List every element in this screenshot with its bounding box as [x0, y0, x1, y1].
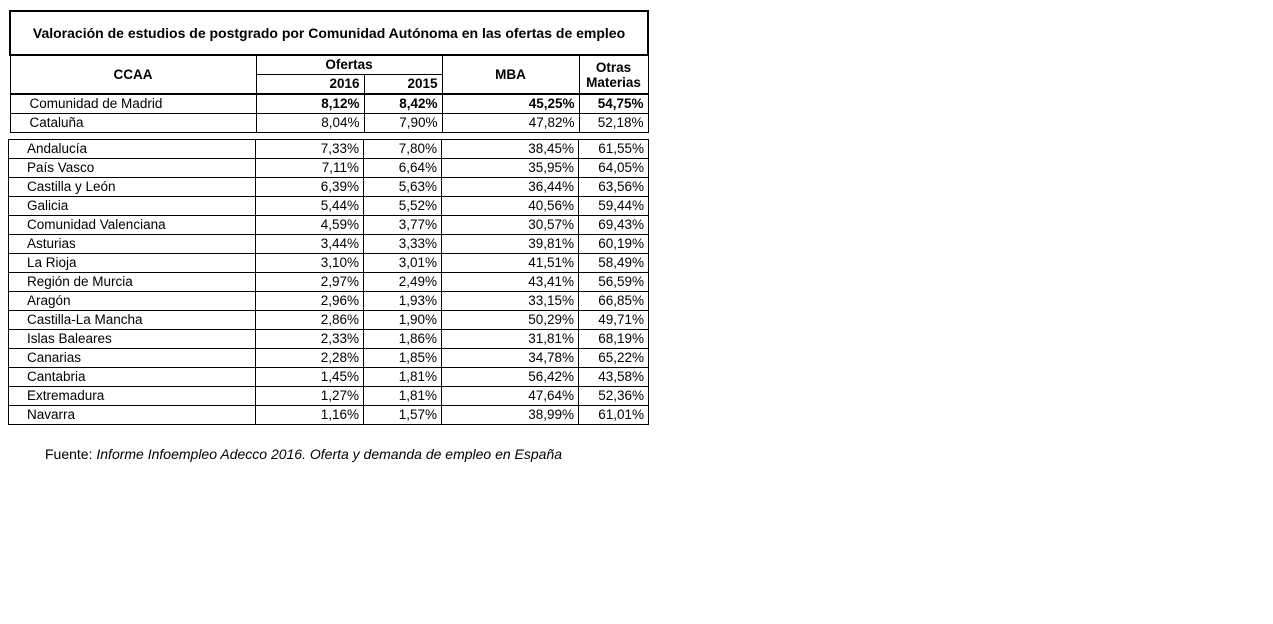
row-mba: 38,99% — [442, 406, 579, 425]
table-row — [9, 197, 649, 216]
header-otras-materias — [579, 55, 648, 94]
row-mba: 50,29% — [442, 311, 579, 330]
row-otras: 59,44% — [579, 197, 649, 216]
row-2016: 2,96% — [256, 292, 364, 311]
row-2016: 8,12% — [256, 94, 364, 114]
row-name: Andalucía — [9, 140, 256, 159]
row-mba: 36,44% — [442, 178, 579, 197]
row-mba: 34,78% — [442, 349, 579, 368]
table-row — [9, 387, 649, 406]
row-2015: 7,90% — [364, 114, 442, 133]
table-row — [9, 159, 649, 178]
row-2015: 1,81% — [364, 387, 442, 406]
row-otras: 60,19% — [579, 235, 649, 254]
row-2016: 1,45% — [256, 368, 364, 387]
row-2016: 6,39% — [256, 178, 364, 197]
table-row — [9, 311, 649, 330]
row-otras: 49,71% — [579, 311, 649, 330]
row-2015: 6,64% — [364, 159, 442, 178]
row-2015: 3,01% — [364, 254, 442, 273]
row-2016: 7,11% — [256, 159, 364, 178]
row-2015: 1,57% — [364, 406, 442, 425]
table-title: Valoración de estudios de postgrado por Comunidad Autónoma en las ofertas de empleo — [10, 11, 648, 55]
row-mba: 45,25% — [442, 94, 579, 114]
row-2015: 8,42% — [364, 94, 442, 114]
row-2016: 5,44% — [256, 197, 364, 216]
row-2015: 5,63% — [364, 178, 442, 197]
row-name: Comunidad de Madrid — [10, 94, 256, 114]
row-otras: 69,43% — [579, 216, 649, 235]
row-2015: 3,77% — [364, 216, 442, 235]
row-name: Canarias — [9, 349, 256, 368]
row-otras: 63,56% — [579, 178, 649, 197]
table-row — [9, 140, 649, 159]
header-otras-line2: Materias — [586, 74, 641, 90]
row-mba: 35,95% — [442, 159, 579, 178]
row-name: Región de Murcia — [9, 273, 256, 292]
row-otras: 66,85% — [579, 292, 649, 311]
row-mba: 40,56% — [442, 197, 579, 216]
header-ccaa: CCAA — [10, 55, 256, 94]
row-otras: 52,36% — [579, 387, 649, 406]
source-text: Informe Infoempleo Adecco 2016. Oferta y demanda de empleo en España — [96, 446, 563, 462]
header-otras-line1: Otras — [595, 59, 632, 75]
row-2016: 3,44% — [256, 235, 364, 254]
row-2015: 1,85% — [364, 349, 442, 368]
row-otras: 61,55% — [579, 140, 649, 159]
row-2016: 7,33% — [256, 140, 364, 159]
row-2015: 2,49% — [364, 273, 442, 292]
table-row — [9, 178, 649, 197]
top-table — [9, 10, 649, 133]
row-name: Cataluña — [10, 114, 256, 133]
row-2016: 1,27% — [256, 387, 364, 406]
table-row — [9, 368, 649, 387]
header-ofertas: Ofertas — [256, 55, 442, 75]
row-name: Castilla-La Mancha — [9, 311, 256, 330]
row-2016: 2,33% — [256, 330, 364, 349]
row-name: Extremadura — [9, 387, 256, 406]
table-row — [9, 406, 649, 425]
row-otras: 68,19% — [579, 330, 649, 349]
table-row — [9, 330, 649, 349]
row-mba: 33,15% — [442, 292, 579, 311]
row-name: Cantabria — [9, 368, 256, 387]
row-2015: 1,93% — [364, 292, 442, 311]
document-table-wrapper — [8, 10, 649, 425]
row-mba: 47,82% — [442, 114, 579, 133]
row-otras: 43,58% — [579, 368, 649, 387]
row-2016: 2,28% — [256, 349, 364, 368]
row-otras: 64,05% — [579, 159, 649, 178]
row-name: Islas Baleares — [9, 330, 256, 349]
row-2015: 5,52% — [364, 197, 442, 216]
table-row — [9, 349, 649, 368]
source-prefix: Fuente: — [45, 446, 97, 462]
row-mba: 56,42% — [442, 368, 579, 387]
row-name: Castilla y León — [9, 178, 256, 197]
row-2015: 7,80% — [364, 140, 442, 159]
table-row — [9, 216, 649, 235]
row-otras: 54,75% — [579, 94, 648, 114]
table-row — [9, 254, 649, 273]
row-mba: 43,41% — [442, 273, 579, 292]
row-name: Comunidad Valenciana — [9, 216, 256, 235]
row-otras: 52,18% — [579, 114, 648, 133]
row-mba: 39,81% — [442, 235, 579, 254]
header-year-2016: 2016 — [256, 75, 364, 95]
row-2015: 1,86% — [364, 330, 442, 349]
row-name: País Vasco — [9, 159, 256, 178]
row-name: La Rioja — [9, 254, 256, 273]
row-mba: 38,45% — [442, 140, 579, 159]
row-name: Galicia — [9, 197, 256, 216]
regions-table — [8, 139, 649, 425]
header-year-2015: 2015 — [364, 75, 442, 95]
row-2016: 2,97% — [256, 273, 364, 292]
table-row — [10, 114, 648, 133]
row-name: Navarra — [9, 406, 256, 425]
row-2015: 3,33% — [364, 235, 442, 254]
row-2015: 1,90% — [364, 311, 442, 330]
row-mba: 41,51% — [442, 254, 579, 273]
row-2016: 1,16% — [256, 406, 364, 425]
row-2016: 4,59% — [256, 216, 364, 235]
row-otras: 65,22% — [579, 349, 649, 368]
row-name: Asturias — [9, 235, 256, 254]
row-2016: 2,86% — [256, 311, 364, 330]
row-mba: 31,81% — [442, 330, 579, 349]
row-name: Aragón — [9, 292, 256, 311]
table-row — [9, 273, 649, 292]
table-row — [10, 94, 648, 114]
row-mba: 47,64% — [442, 387, 579, 406]
row-2016: 8,04% — [256, 114, 364, 133]
table-row — [9, 292, 649, 311]
row-mba: 30,57% — [442, 216, 579, 235]
row-otras: 56,59% — [579, 273, 649, 292]
row-2015: 1,81% — [364, 368, 442, 387]
header-mba: MBA — [442, 55, 579, 94]
row-2016: 3,10% — [256, 254, 364, 273]
row-otras: 61,01% — [579, 406, 649, 425]
source-note — [45, 446, 562, 462]
row-otras: 58,49% — [579, 254, 649, 273]
table-row — [9, 235, 649, 254]
